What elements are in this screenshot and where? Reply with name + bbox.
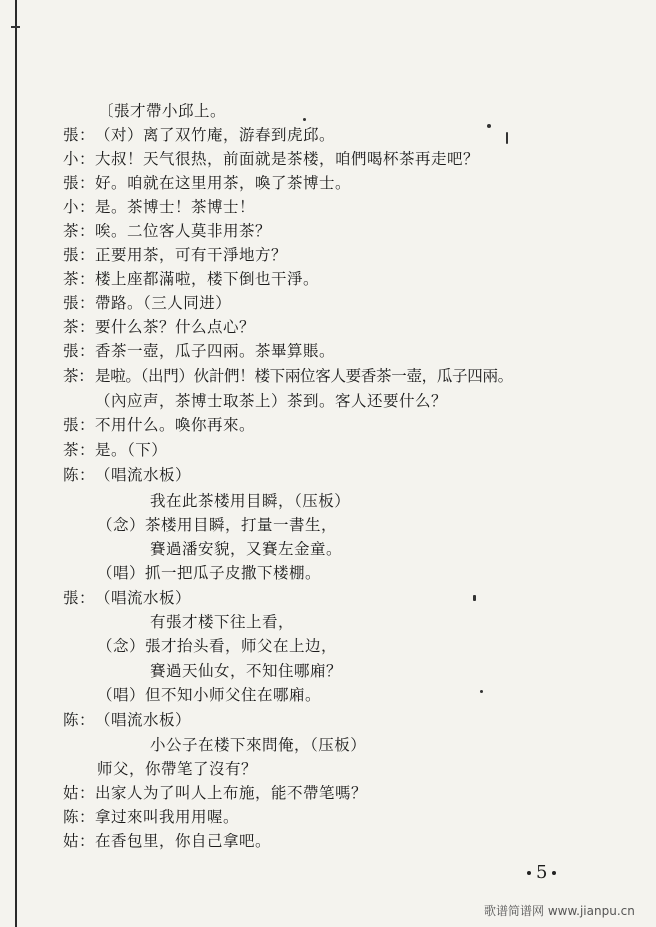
speaker-label: 張： (63, 246, 96, 264)
line-text: （念）茶楼用目瞬，打量一書生， (97, 516, 338, 534)
speaker-label: 張： (63, 126, 96, 144)
speaker-label: 陈： (63, 808, 96, 826)
speaker-label: 茶： (63, 367, 94, 385)
script-line (150, 491, 350, 511)
script-line (63, 710, 191, 730)
speaker-label: 張： (63, 342, 96, 360)
script-line (63, 245, 287, 265)
line-text: 小公子在楼下來問俺，（压板） (150, 736, 367, 754)
line-text: 賽過潘安貌，又賽左金童。 (150, 540, 343, 558)
speaker-label: 小： (63, 198, 96, 216)
script-line (63, 341, 335, 361)
line-text: 拿过來叫我用用喔。 (95, 808, 240, 826)
line-text: （唱流水板） (95, 711, 192, 729)
script-line (63, 465, 191, 485)
speaker-label: 陈： (63, 711, 96, 729)
line-text: （唱）但不知小师父住在哪廂。 (97, 686, 322, 704)
speaker-label: 張： (63, 174, 96, 192)
line-text: 师父，你帶笔了沒有？ (97, 760, 258, 778)
page-number (522, 862, 561, 883)
line-text: 帶路。（三人同进） (95, 294, 232, 312)
line-text: 在香包里，你自己拿吧。 (95, 832, 272, 850)
speaker-label: 茶： (63, 441, 96, 459)
line-text: 〔張才帶小邱上。 (98, 102, 227, 120)
script-line (97, 563, 321, 583)
speaker-label: 張： (63, 589, 96, 607)
script-line (63, 783, 367, 803)
script-line (63, 125, 335, 145)
ink-speck (487, 124, 491, 128)
speaker-label: 小： (63, 150, 96, 168)
line-text: 出家人为了叫人上布施，能不帶笔嗎？ (95, 784, 368, 802)
speaker-label: 姑： (63, 832, 96, 850)
line-text: 不用什么。喚你再來。 (95, 416, 256, 434)
script-line (97, 515, 337, 535)
bullet-icon (552, 871, 556, 875)
script-line (95, 391, 447, 411)
line-text: 我在此茶楼用目瞬，（压板） (150, 492, 351, 510)
speaker-label: 陈： (63, 466, 96, 484)
script-line (150, 735, 366, 755)
line-text: （唱）抓一把瓜子皮撒下楼棚。 (97, 564, 322, 582)
script-line (97, 636, 337, 656)
ink-speck (480, 690, 483, 693)
line-text: 是。茶博士！茶博士！ (95, 198, 256, 216)
line-text: 好。咱就在这里用茶，喚了茶博士。 (95, 174, 352, 192)
line-text: 是啦。（出門）伙計們！楼下兩位客人要香茶一壺，瓜子四兩。 (95, 367, 513, 385)
script-line (63, 293, 231, 313)
speaker-label: 茶： (63, 222, 96, 240)
script-line (63, 415, 255, 435)
line-text: （对）离了双竹庵，游春到虎邱。 (95, 126, 336, 144)
line-text: 是。（下） (95, 441, 168, 459)
ink-speck (303, 118, 306, 121)
line-text: （內应声，茶博士取茶上）茶到。客人还要什么？ (95, 392, 448, 410)
script-line (63, 197, 255, 217)
script-line (63, 366, 513, 386)
line-text: 香茶一壺，瓜子四兩。茶畢算賬。 (95, 342, 336, 360)
ink-speck (506, 132, 508, 144)
speaker-label: 姑： (63, 784, 96, 802)
script-line (63, 269, 319, 289)
script-line (63, 173, 351, 193)
line-text: 要什么茶？什么点心？ (95, 318, 256, 336)
script-line (63, 221, 271, 241)
script-line (150, 612, 294, 632)
script-line (63, 317, 255, 337)
script-line (63, 807, 239, 827)
line-text: 大叔！天气很热，前面就是茶楼，咱們喝杯茶再走吧？ (95, 150, 480, 168)
script-line (63, 149, 479, 169)
page-number-text: 5 (536, 862, 548, 883)
binding-line (15, 0, 17, 927)
line-text: （唱流水板） (95, 466, 192, 484)
line-text: 唉。二位客人莫非用茶？ (95, 222, 272, 240)
script-line (150, 661, 342, 681)
line-text: 有張才楼下往上看， (150, 613, 295, 631)
speaker-label: 張： (63, 416, 96, 434)
line-text: 賽過天仙女，不知住哪廂？ (150, 662, 343, 680)
script-line (150, 539, 342, 559)
speaker-label: 張： (63, 294, 96, 312)
line-text: （唱流水板） (95, 589, 192, 607)
line-text: （念）張才抬头看，师父在上边， (97, 637, 338, 655)
script-line (98, 101, 226, 121)
line-text: 正要用茶，可有干淨地方？ (95, 246, 288, 264)
ink-speck (473, 595, 476, 601)
binding-mark (11, 26, 20, 28)
line-text: 楼上座都滿啦，楼下倒也干淨。 (95, 270, 320, 288)
bullet-icon (527, 871, 531, 875)
script-line (63, 831, 271, 851)
speaker-label: 茶： (63, 270, 96, 288)
script-line (97, 759, 257, 779)
watermark: 歌谱简谱网 www.jianpu.cn (484, 904, 635, 918)
speaker-label: 茶： (63, 318, 96, 336)
script-line (63, 588, 191, 608)
script-line (63, 440, 167, 460)
script-line (97, 685, 321, 705)
